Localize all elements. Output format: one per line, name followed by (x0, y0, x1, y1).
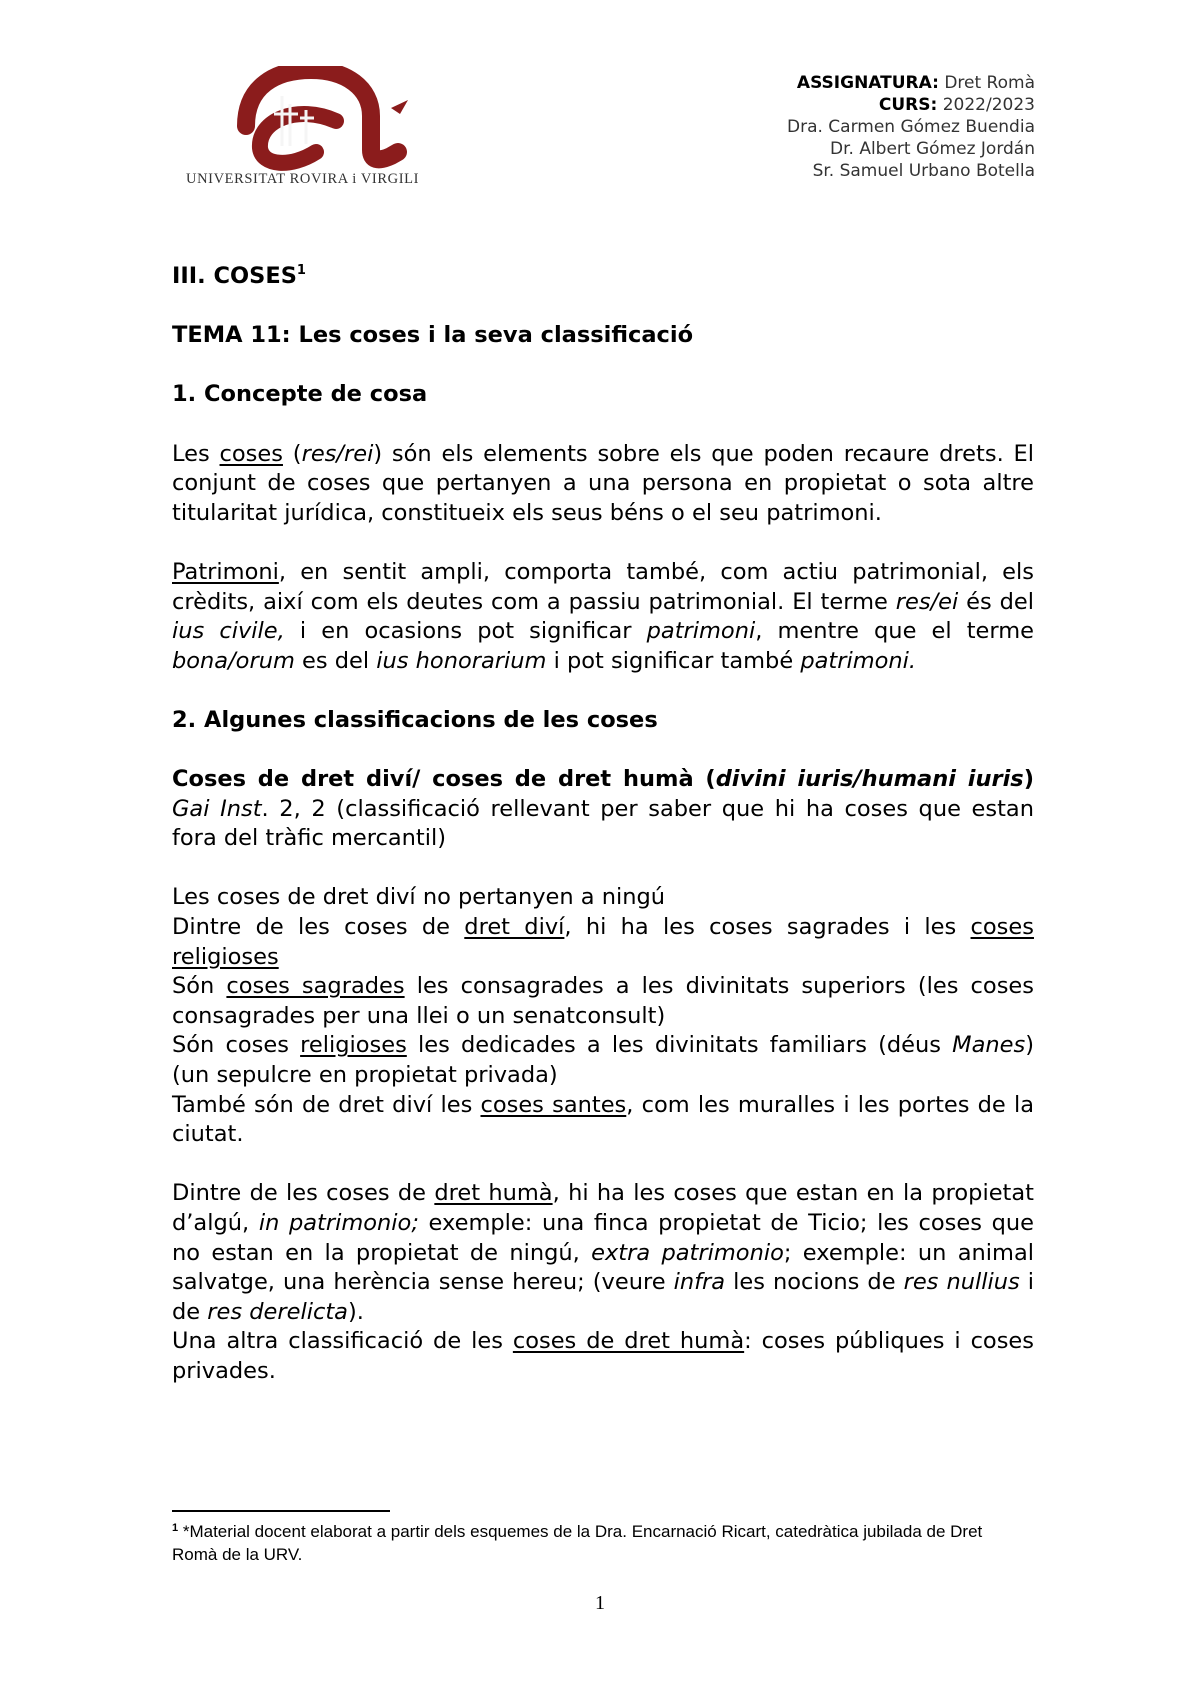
footnote-separator (172, 1510, 390, 1512)
footnote (172, 1520, 1032, 1566)
logo-text: UNIVERSITAT ROVIRA i VIRGILI (186, 171, 420, 186)
section-2-title: 2. Algunes classificacions de les coses (172, 706, 658, 733)
footnote-number: 1 (172, 1522, 179, 1534)
document-body (172, 262, 1034, 1387)
line-divine-types: Dintre de les coses de dret diví, hi ha les coses sagrades i les coses religioses (172, 914, 1034, 970)
course-info (787, 72, 1035, 182)
line-holy: També són de dret diví les coses santes, com les muralles i les portes de la ciutat. (172, 1091, 1034, 1148)
line-divine-owner: Les coses de dret diví no pertanyen a ningú (172, 884, 666, 911)
teacher-1: Dra. Carmen Gómez Buendia (786, 117, 1035, 137)
paragraph-patrimoni: Patrimoni, en sentit ampli, comporta també, com actiu patrimonial, els crèdits, així com els deutes com a passiu patrimonial. El terme res/ei és del ius civile, i en ocasions pot significar patrimoni, mentre que el terme bona/orum es del ius honorarium i pot significar també patrimoni. (172, 558, 1034, 674)
classification-divine-human: Coses de dret diví/ coses de dret humà (divini iuris/humani iuris) Gai Inst. 2, 2 (classificació rellevant per saber que hi ha coses que estan fora del tràfic mercantil) (172, 766, 1034, 852)
logo-bowl (260, 114, 336, 163)
footnote-ref: 1 (296, 263, 306, 278)
section-1-title: 1. Concepte de cosa (172, 381, 428, 408)
teacher-3: Sr. Samuel Urbano Botella (812, 161, 1035, 181)
part-title: III. COSES$^1$ (172, 263, 306, 289)
paragraph-public-private: Una altra classificació de les coses de dret humà: coses públiques i coses privades. (172, 1328, 1034, 1384)
paragraph-human-law: Dintre de les coses de dret humà, hi ha les coses que estan en la propietat d’algú, in patrimonio; exemple: una finca propietat de Ticio; les coses que no estan en la propietat de ningú, extra patrimonio; exemple: un animal salvatge, una herència sense hereu; (veure infra les nocions de res nullius i de res derelicta). (172, 1180, 1035, 1325)
teacher-2: Dr. Albert Gómez Jordán (830, 139, 1035, 159)
paragraph-concept: Les coses (res/rei) són els elements sobre els que poden recaure drets. El conjunt de coses que pertanyen a una persona en propietat o sota altre titularitat jurídica, constitueix els seus béns o el seu patrimoni. (172, 440, 1035, 526)
course-line: CURS: 2022/2023 (878, 95, 1035, 115)
subject-line: ASSIGNATURA: Dret Romà (796, 73, 1035, 93)
line-sacred: Són coses sagrades les consagrades a les divinitats superiors (les coses consagrades per una llei o un senatconsult) (172, 973, 1034, 1029)
page-number: 1 (595, 1592, 605, 1614)
university-logo (186, 66, 466, 186)
topic-title: TEMA 11: Les coses i la seva classificació (172, 322, 694, 349)
footnote-text: *Material docent elaborat a partir dels esquemes de la Dra. Encarnació Ricart, catedràtica jubilada de Dret Romà de la URV. (172, 1522, 983, 1564)
line-religious: Són coses religioses les dedicades a les divinitats familiars (déus Manes) (un sepulcre en propietat privada) (172, 1032, 1034, 1089)
